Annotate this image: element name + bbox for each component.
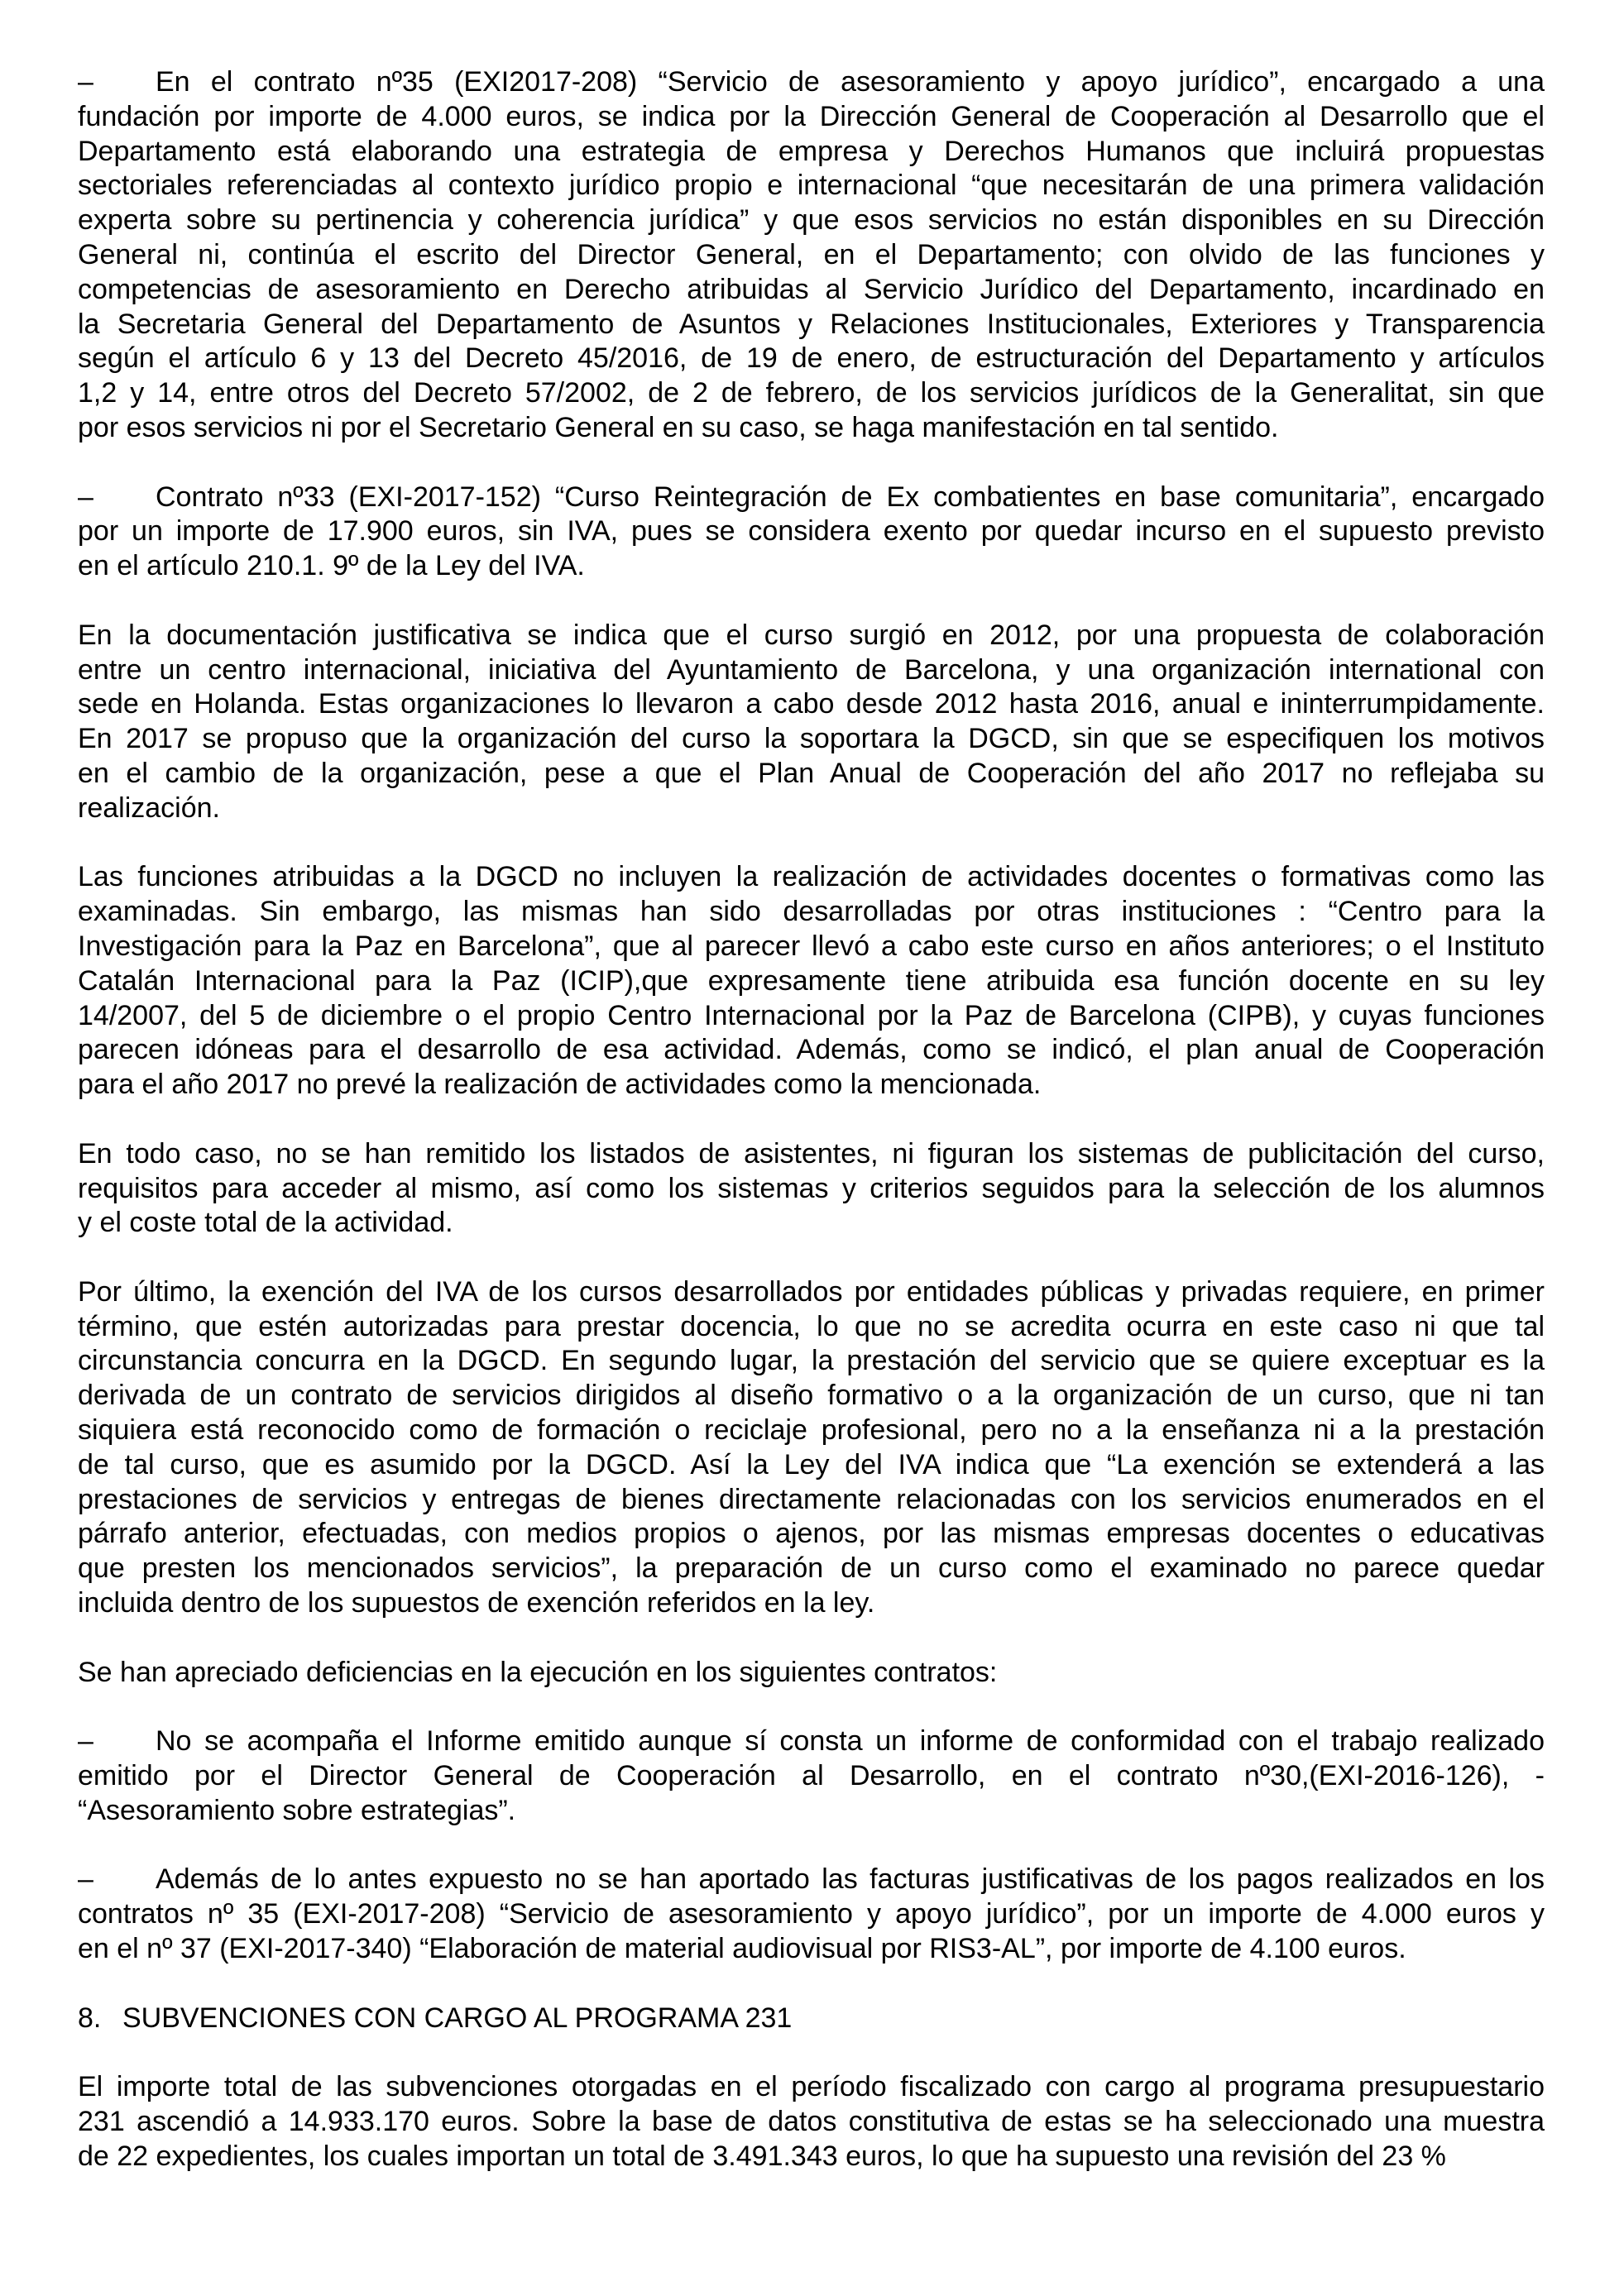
- text-line: 231 ascendió a 14.933.170 euros. Sobre la base de datos constitutiva de estas se ha seleccionado una muestra: [78, 2106, 1545, 2138]
- bullet-paragraph: [78, 65, 1545, 446]
- paragraph: [78, 860, 1545, 1103]
- dash-bullet-icon: –: [78, 1725, 93, 1758]
- line-text: En el contrato nº35 (EXI2017-208) “Servicio de asesoramiento y apoyo jurídico”, encargado a una: [156, 66, 1545, 98]
- document-page: [78, 65, 1545, 2208]
- text-line: derivada de un contrato de servicios dirigidos al diseño formativo o a la organización de un curso, que ni tan: [78, 1380, 1545, 1412]
- section-title: SUBVENCIONES CON CARGO AL PROGRAMA 231: [122, 2002, 793, 2034]
- text-line: Se han apreciado deficiencias en la ejecución en los siguientes contratos:: [78, 1656, 998, 1688]
- line-text: Contrato nº33 (EXI-2017-152) “Curso Reintegración de Ex combatientes en base comunitaria”, encargado: [156, 481, 1545, 513]
- paragraph: [78, 1275, 1545, 1621]
- section-number: 8.: [78, 2002, 102, 2034]
- paragraph: [78, 2070, 1545, 2174]
- text-line: “Asesoramiento sobre estrategias”.: [78, 1794, 516, 1826]
- text-line: por esos servicios ni por el Secretario General en su caso, se haga manifestación en tal sentido.: [78, 411, 1279, 443]
- text-line: término, que estén autorizadas para prestar docencia, lo que no se acredita ocurra en este caso ni que tal: [78, 1310, 1545, 1342]
- text-line: según el artículo 6 y 13 del Decreto 45/2016, de 19 de enero, de estructuración del Departamento y artículos: [78, 342, 1545, 375]
- text-line: El importe total de las subvenciones otorgadas en el período fiscalizado con cargo al programa presupuestario: [78, 2071, 1545, 2103]
- text-line: por un importe de 17.900 euros, sin IVA, pues se considera exento por quedar incurso en el supuesto previsto: [78, 515, 1545, 548]
- text-line: Investigación para la Paz en Barcelona”, que al parecer llevó a cabo este curso en años anteriores; o el Instituto: [78, 930, 1545, 962]
- text-line: en el cambio de la organización, pese a que el Plan Anual de Cooperación del año 2017 no reflejaba su: [78, 757, 1545, 789]
- text-line: Las funciones atribuidas a la DGCD no incluyen la realización de actividades docentes o formativas como las: [78, 861, 1545, 893]
- text-line: sectoriales referenciadas al contexto jurídico propio e internacional “que necesitarán de una primera validación: [78, 170, 1545, 202]
- text-line: contratos nº 35 (EXI-2017-208) “Servicio de asesoramiento y apoyo jurídico”, por un importe de 4.000 euros y: [78, 1898, 1545, 1930]
- text-line: [78, 65, 1545, 100]
- text-line: Catalán Internacional para la Paz (ICIP),que expresamente tiene atribuida esa función docente en su ley: [78, 964, 1545, 997]
- text-line: Departamento está elaborando una estrategia de empresa y Derechos Humanos que incluirá propuestas: [78, 135, 1545, 167]
- text-line: [78, 1724, 1545, 1759]
- text-line: que presten los mencionados servicios”, la preparación de un curso como el examinado no parece quedar: [78, 1552, 1545, 1585]
- text-line: la Secretaria General del Departamento de Asuntos y Relaciones Institucionales, Exteriores y Transparencia: [78, 308, 1545, 340]
- text-line: de tal curso, que es asumido por la DGCD. Así la Ley del IVA indica que “La exención se extenderá a las: [78, 1448, 1545, 1480]
- text-line: 1,2 y 14, entre otros del Decreto 57/2002, de 2 de febrero, de los servicios jurídicos de la Generalitat, sin que: [78, 377, 1545, 409]
- text-line: en el artículo 210.1. 9º de la Ley del IVA.: [78, 550, 585, 582]
- text-line: 14/2007, del 5 de diciembre o el propio Centro Internacional por la Paz de Barcelona (CIPB), y cuyas funciones: [78, 999, 1545, 1031]
- text-line: sede en Holanda. Estas organizaciones lo llevaron a cabo desde 2012 hasta 2016, anual e ininterrumpidamente.: [78, 688, 1545, 720]
- bullet-paragraph: [78, 481, 1545, 584]
- text-line: fundación por importe de 4.000 euros, se indica por la Dirección General de Cooperación al Desarrollo que el: [78, 100, 1545, 132]
- text-line: circunstancia concurra en la DGCD. En segundo lugar, la prestación del servicio que se quiere exceptuar es la: [78, 1345, 1545, 1377]
- text-line: realización.: [78, 792, 220, 824]
- text-line: General ni, continúa el escrito del Director General, en el Departamento; con olvido de las funciones y: [78, 238, 1545, 270]
- bullet-paragraph: [78, 1724, 1545, 1828]
- paragraph: [78, 1656, 1545, 1691]
- text-line: experta sobre su pertinencia y coherencia jurídica” y que esos servicios no están disponibles en su Dirección: [78, 204, 1545, 237]
- text-line: en el nº 37 (EXI-2017-340) “Elaboración de material audiovisual por RIS3-AL”, por importe de 4.100 euros.: [78, 1933, 1406, 1965]
- text-line: En todo caso, no se han remitido los listados de asistentes, ni figuran los sistemas de publicitación del curso,: [78, 1137, 1545, 1170]
- text-line: párrafo anterior, efectuadas, con medios propios o ajenos, por las mismas empresas docentes o educativas: [78, 1518, 1545, 1550]
- dash-bullet-icon: –: [78, 481, 93, 513]
- text-line: parecen idóneas para el desarrollo de esa actividad. Además, como se indicó, el plan anual de Cooperación: [78, 1034, 1545, 1066]
- text-line: En la documentación justificativa se indica que el curso surgió en 2012, por una propuesta de colaboración: [78, 619, 1545, 651]
- text-line: [78, 1863, 1545, 1897]
- bullet-paragraph: [78, 1863, 1545, 1966]
- section-heading: [78, 2002, 1545, 2036]
- line-text: Además de lo antes expuesto no se han aportado las facturas justificativas de los pagos realizados en los: [156, 1863, 1545, 1896]
- text-line: [78, 481, 1545, 515]
- paragraph: [78, 619, 1545, 826]
- text-line: Por último, la exención del IVA de los cursos desarrollados por entidades públicas y privadas requiere, en primer: [78, 1275, 1545, 1308]
- line-text: No se acompaña el Informe emitido aunque sí consta un informe de conformidad con el trabajo realizado: [156, 1725, 1545, 1758]
- text-line: entre un centro internacional, iniciativa del Ayuntamiento de Barcelona, y una organización international con: [78, 653, 1545, 686]
- dash-bullet-icon: –: [78, 66, 93, 98]
- text-line: incluida dentro de los supuestos de exención referidos en la ley.: [78, 1587, 875, 1619]
- text-line: requisitos para acceder al mismo, así como los sistemas y criterios seguidos para la selección de los alumnos: [78, 1172, 1545, 1204]
- text-line: En 2017 se propuso que la organización del curso la soportara la DGCD, sin que se especifiquen los motivos: [78, 723, 1545, 755]
- paragraph: [78, 1137, 1545, 1241]
- text-line: siquiera está reconocido como de formación o reciclaje profesional, pero no a la enseñanza ni a la prestación: [78, 1414, 1545, 1447]
- text-line: emitido por el Director General de Cooperación al Desarrollo, en el contrato nº30,(EXI-2016-126), -: [78, 1760, 1545, 1792]
- text-line: de 22 expedientes, los cuales importan un total de 3.491.343 euros, lo que ha supuesto una revisión del 23 %: [78, 2140, 1446, 2172]
- text-line: examinadas. Sin embargo, las mismas han sido desarrolladas por otras instituciones : “Centro para la: [78, 896, 1545, 928]
- text-line: para el año 2017 no prevé la realización de actividades como la mencionada.: [78, 1069, 1042, 1101]
- text-line: competencias de asesoramiento en Derecho atribuidas al Servicio Jurídico del Departamento, incardinado en: [78, 273, 1545, 305]
- text-line: prestaciones de servicios y entregas de bienes directamente relacionadas con los servicios enumerados en el: [78, 1483, 1545, 1515]
- text-line: y el coste total de la actividad.: [78, 1207, 453, 1239]
- dash-bullet-icon: –: [78, 1863, 93, 1896]
